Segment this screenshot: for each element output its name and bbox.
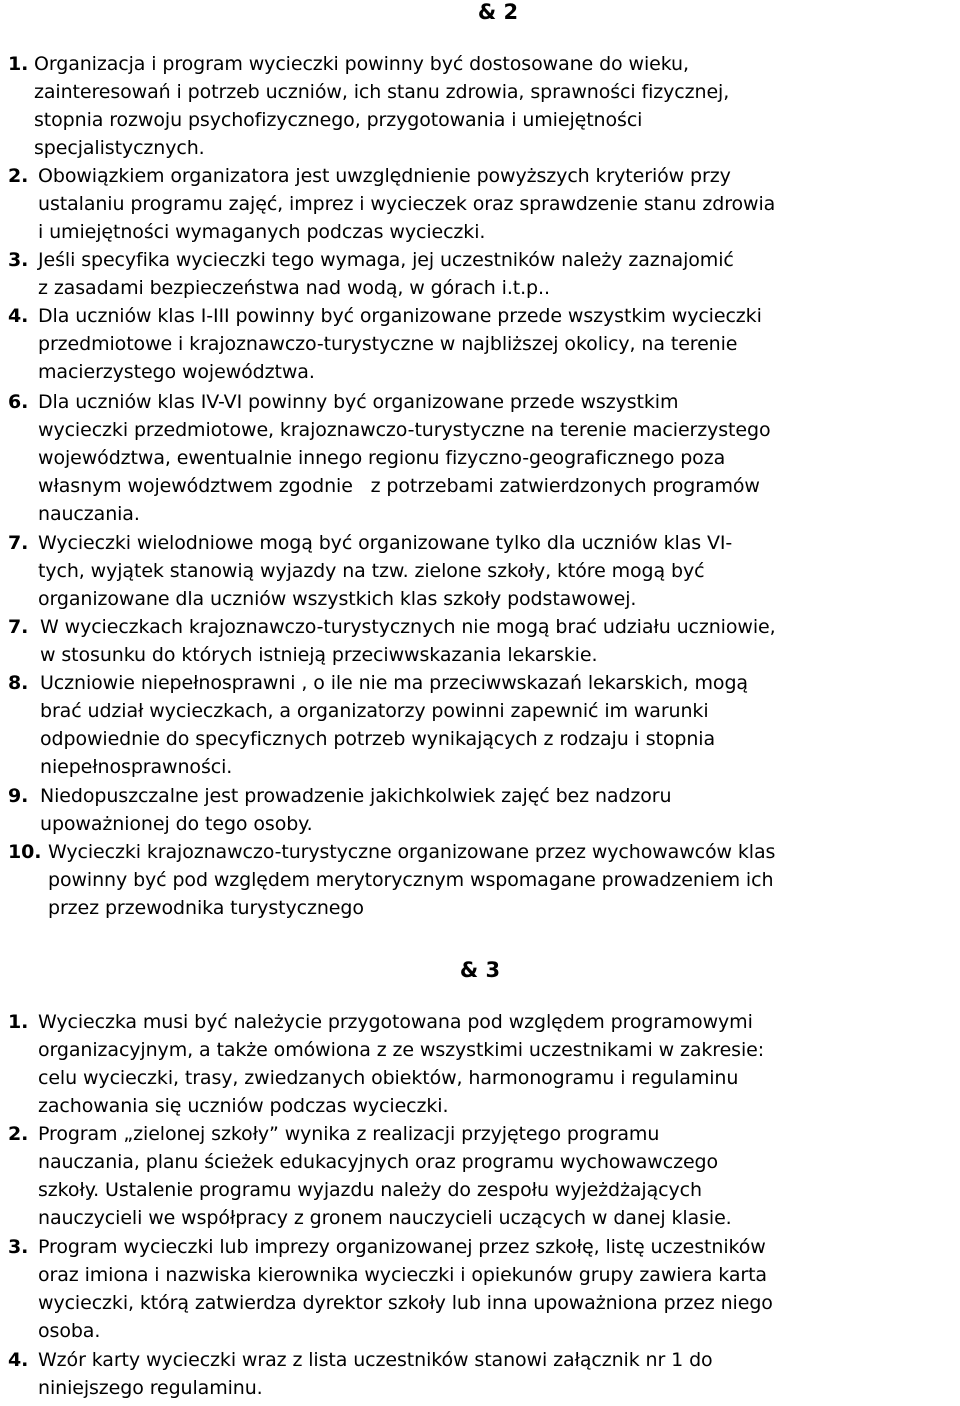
item-number: 6.: [8, 391, 29, 413]
item-text-line: w stosunku do których istnieją przeciwwskazania lekarskie.: [40, 644, 598, 666]
item-text-line: stopnia rozwoju psychofizycznego, przygotowania i umiejętności: [34, 109, 643, 131]
list-item: [8, 1346, 956, 1402]
item-number: 1.: [8, 1011, 29, 1033]
item-number: 3.: [8, 249, 29, 271]
item-text-line: osoba.: [38, 1320, 101, 1342]
item-text-line: Organizacja i program wycieczki powinny być dostosowane do wieku,: [34, 53, 689, 75]
list-item: [8, 246, 956, 302]
item-text-line: tych, wyjątek stanowią wyjazdy na tzw. zielone szkoły, które mogą być: [38, 560, 705, 582]
list-item: [8, 1120, 956, 1232]
item-text-line: przedmiotowe i krajoznawczo-turystyczne w najbliższej okolicy, na terenie: [38, 333, 738, 355]
item-text-line: Jeśli specyfika wycieczki tego wymaga, jej uczestników należy zaznajomić: [38, 249, 734, 271]
list-item: [8, 388, 956, 528]
item-text-line: W wycieczkach krajoznawczo-turystycznych nie mogą brać udziału uczniowie,: [40, 616, 776, 638]
item-text-line: własnym województwem zgodnie z potrzebami zatwierdzonych programów: [38, 475, 760, 497]
item-number: 9.: [8, 785, 29, 807]
item-text-line: nauczania, planu ścieżek edukacyjnych oraz programu wychowawczego: [38, 1151, 719, 1173]
item-text-line: z zasadami bezpieczeństwa nad wodą, w górach i.t.p..: [38, 277, 550, 299]
item-text-line: Wycieczki wielodniowe mogą być organizowane tylko dla uczniów klas VI-: [38, 532, 733, 554]
item-text-line: Program wycieczki lub imprezy organizowanej przez szkołę, listę uczestników: [38, 1236, 766, 1258]
list-item: [8, 50, 956, 162]
item-number: 1.: [8, 53, 29, 75]
item-text-line: niniejszego regulaminu.: [38, 1377, 263, 1399]
item-text-line: przez przewodnika turystycznego: [48, 897, 364, 919]
item-text-line: macierzystego województwa.: [38, 361, 315, 383]
item-text-line: ustalaniu programu zajęć, imprez i wycieczek oraz sprawdzenie stanu zdrowia: [38, 193, 776, 215]
item-text-line: Wycieczka musi być należycie przygotowana pod względem programowymi: [38, 1011, 753, 1033]
item-text-line: Obowiązkiem organizatora jest uwzględnienie powyższych kryteriów przy: [38, 165, 731, 187]
item-number: 3.: [8, 1236, 29, 1258]
item-text-line: brać udział wycieczkach, a organizatorzy powinni zapewnić im warunki: [40, 700, 709, 722]
list-item: [8, 302, 956, 386]
item-number: 7.: [8, 532, 29, 554]
list-item: [8, 162, 956, 246]
item-text-line: powinny być pod względem merytorycznym wspomagane prowadzeniem ich: [48, 869, 774, 891]
item-text-line: wycieczki przedmiotowe, krajoznawczo-turystyczne na terenie macierzystego: [38, 419, 771, 441]
list-item: [8, 529, 956, 613]
item-number: 4.: [8, 1349, 29, 1371]
item-text-line: celu wycieczki, trasy, zwiedzanych obiektów, harmonogramu i regulaminu: [38, 1067, 739, 1089]
list-item: [8, 782, 956, 838]
list-item: [8, 613, 956, 669]
item-text-line: nauczania.: [38, 503, 140, 525]
item-text-line: wycieczki, którą zatwierdza dyrektor szkoły lub inna upoważniona przez niego: [38, 1292, 773, 1314]
item-text-line: zachowania się uczniów podczas wycieczki.: [38, 1095, 449, 1117]
item-text-line: oraz imiona i nazwiska kierownika wycieczki i opiekunów grupy zawiera karta: [38, 1264, 767, 1286]
item-text-line: organizowane dla uczniów wszystkich klas szkoły podstawowej.: [38, 588, 637, 610]
item-number: 7.: [8, 616, 29, 638]
item-text-line: Program „zielonej szkoły” wynika z realizacji przyjętego programu: [38, 1123, 660, 1145]
item-text-line: Niedopuszczalne jest prowadzenie jakichkolwiek zajęć bez nadzoru: [40, 785, 672, 807]
item-number: 2.: [8, 1123, 29, 1145]
item-text-line: Dla uczniów klas IV-VI powinny być organizowane przede wszystkim: [38, 391, 679, 413]
item-text-line: Wycieczki krajoznawczo-turystyczne organizowane przez wychowawców klas: [48, 841, 776, 863]
item-number: 8.: [8, 672, 29, 694]
item-text-line: odpowiednie do specyficznych potrzeb wynikających z rodzaju i stopnia: [40, 728, 716, 750]
section-heading-2: & 2: [477, 0, 519, 24]
list-item: [8, 669, 956, 781]
item-text-line: nauczycieli we współpracy z gronem nauczycieli uczących w danej klasie.: [38, 1207, 732, 1229]
list-item: [8, 1008, 956, 1120]
item-text-line: organizacyjnym, a także omówiona z ze wszystkimi uczestnikami w zakresie:: [38, 1039, 765, 1061]
section-heading-3: & 3: [459, 958, 501, 982]
item-number: 4.: [8, 305, 29, 327]
item-text-line: upoważnionej do tego osoby.: [40, 813, 313, 835]
item-text-line: niepełnosprawności.: [40, 756, 233, 778]
item-text-line: Uczniowie niepełnosprawni , o ile nie ma przeciwwskazań lekarskich, mogą: [40, 672, 748, 694]
list-item: [8, 1233, 956, 1345]
item-number: 10.: [8, 841, 42, 863]
item-text-line: zainteresowań i potrzeb uczniów, ich stanu zdrowia, sprawności fizycznej,: [34, 81, 730, 103]
item-number: 2.: [8, 165, 29, 187]
item-text-line: i umiejętności wymaganych podczas wycieczki.: [38, 221, 486, 243]
item-text-line: województwa, ewentualnie innego regionu fizyczno-geograficznego poza: [38, 447, 726, 469]
list-item: [8, 838, 956, 922]
item-text-line: Dla uczniów klas I-III powinny być organizowane przede wszystkim wycieczki: [38, 305, 762, 327]
item-text-line: Wzór karty wycieczki wraz z lista uczestników stanowi załącznik nr 1 do: [38, 1349, 713, 1371]
item-text-line: szkoły. Ustalenie programu wyjazdu należy do zespołu wyjeżdżających: [38, 1179, 702, 1201]
item-text-line: specjalistycznych.: [34, 137, 205, 159]
